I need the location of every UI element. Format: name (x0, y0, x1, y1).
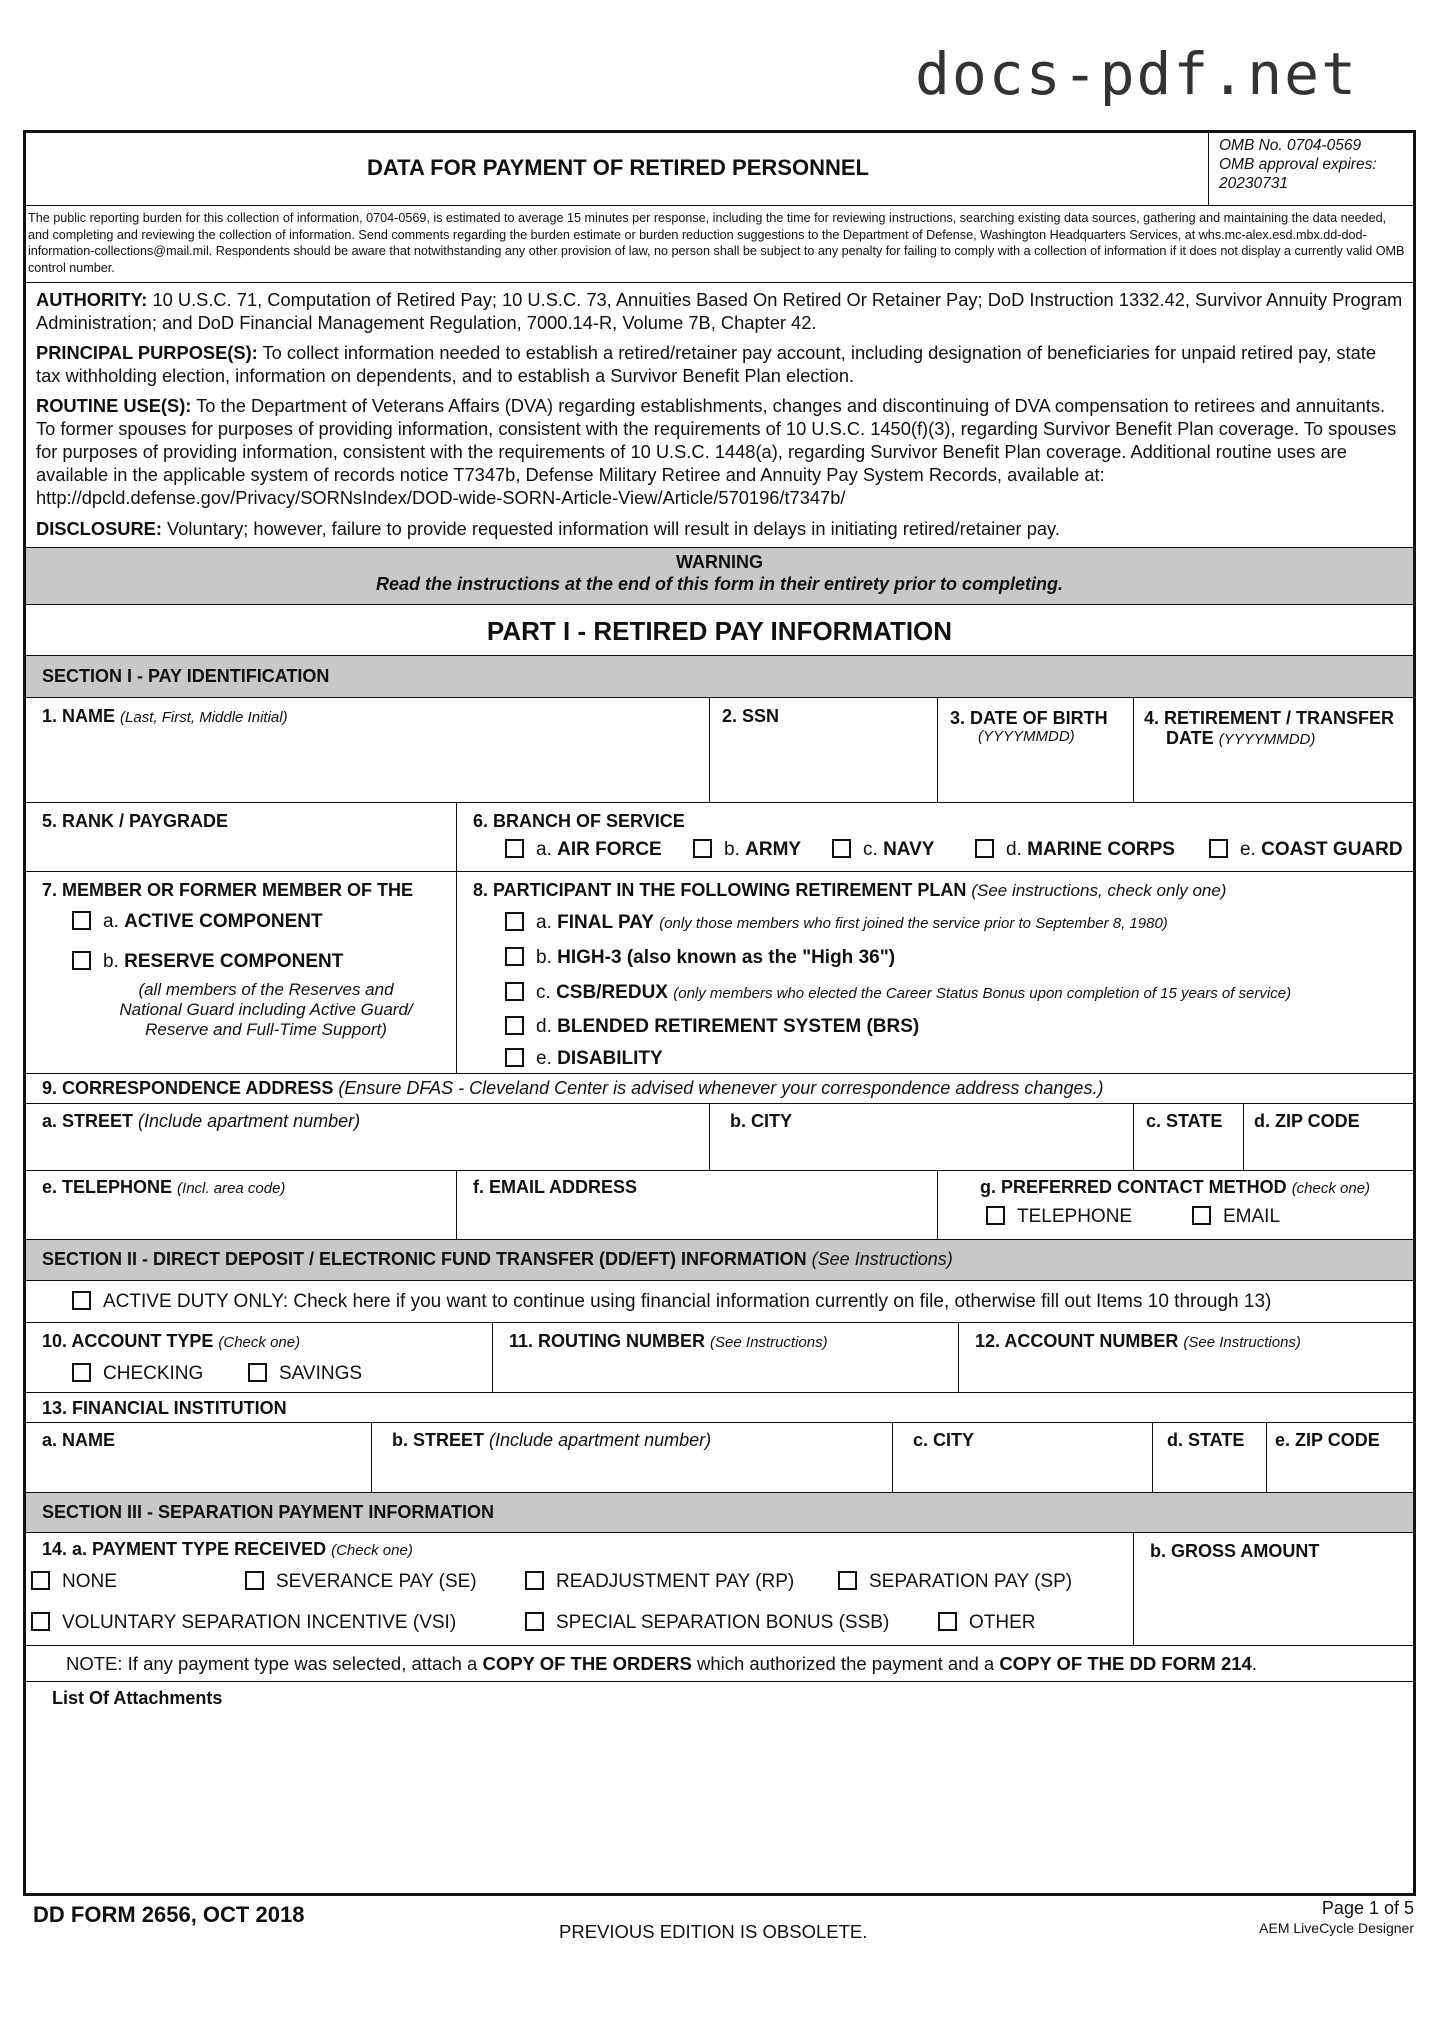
section-three-header (26, 1493, 1413, 1533)
plan-final-pay[interactable]: a. FINAL PAY (only those members who first joined the service prior to September 8, 1980) (505, 912, 1168, 934)
section-one-header (26, 656, 1413, 698)
ssn-label: 2. SSN (722, 706, 780, 726)
previous-edition-note: PREVIOUS EDITION IS OBSOLETE. (559, 1921, 868, 1942)
plan-label: 8. PARTICIPANT IN THE FOLLOWING RETIREMENT PLAN (See instructions, check only one) (473, 880, 1227, 900)
state-label: c. STATE (1146, 1111, 1223, 1131)
account-number-field[interactable] (958, 1323, 1413, 1392)
street-label: a. STREET (Include apartment number) (42, 1111, 361, 1131)
checkbox[interactable] (505, 947, 524, 966)
savings-option[interactable]: SAVINGS (248, 1363, 362, 1385)
checkbox[interactable] (505, 839, 524, 858)
plan-high-3[interactable]: b. HIGH-3 (also known as the "High 36") (505, 947, 895, 969)
checkbox[interactable] (31, 1571, 50, 1590)
burden-statement: The public reporting burden for this collection of information, 0704-0569, is estimated to average 15 minutes per response, including the time for reviewing instructions, searching existing data sources, gathering and maintaining the data needed, and completing and reviewing the collection of information. Send comments regarding the burden estimate or burden reduction suggestions to the Department of Defense, Washington Headquarters Services, at whs.mc-alex.esd.mbx.dd-dod-information-collections@mail.mil. Respondents should be aware that notwithstanding any other provision of law, no person shall be subject to any penalty for failing to comply with a collection of information if it does not display a currently valid OMB control number. (28, 211, 1405, 275)
dob-format: (YYYYMMDD) (978, 728, 1075, 745)
contact-method-label: g. PREFERRED CONTACT METHOD (check one) (980, 1177, 1371, 1197)
fi-name-label: a. NAME (42, 1430, 116, 1450)
disclosure: DISCLOSURE: Voluntary; however, failure to provide requested information will result in delays in initiating retired/retainer pay. (36, 518, 1060, 539)
routing-number-label: 11. ROUTING NUMBER (See Instructions) (509, 1331, 828, 1351)
financial-institution-label: 13. FINANCIAL INSTITUTION (42, 1398, 287, 1418)
branch-navy[interactable]: c. NAVY (832, 839, 934, 861)
financial-institution-row (26, 1423, 1413, 1493)
branch-label: 6. BRANCH OF SERVICE (473, 811, 685, 831)
fi-street-field[interactable] (371, 1423, 892, 1492)
email-field[interactable] (456, 1171, 937, 1239)
address-header-row (26, 1074, 1413, 1104)
plan-brs[interactable]: d. BLENDED RETIREMENT SYSTEM (BRS) (505, 1016, 919, 1038)
state-field[interactable] (1133, 1104, 1243, 1170)
active-duty-option[interactable]: ACTIVE DUTY ONLY: Check here if you want to continue using financial information currently on file, otherwise fill out Items 10 through 13) (72, 1291, 1271, 1313)
checking-option[interactable]: CHECKING (72, 1363, 203, 1385)
address-label: 9. CORRESPONDENCE ADDRESS (Ensure DFAS - Cleveland Center is advised whenever your correspondence address changes.) (42, 1078, 1104, 1098)
email-label: f. EMAIL ADDRESS (473, 1177, 638, 1197)
dd-form-2656 (23, 130, 1416, 1896)
section-one-title: SECTION I - PAY IDENTIFICATION (42, 666, 330, 686)
fi-zip-field[interactable] (1266, 1423, 1413, 1492)
checkbox[interactable] (975, 839, 994, 858)
payment-other-option[interactable]: OTHER (938, 1612, 1036, 1634)
checkbox[interactable] (505, 912, 524, 931)
contact-method-field (937, 1171, 1413, 1239)
name-label: 1. NAME (Last, First, Middle Initial) (42, 706, 288, 726)
phone-label: e. TELEPHONE (Incl. area code) (42, 1177, 286, 1197)
attachment-note-row (26, 1646, 1413, 1682)
part-one-title: PART I - RETIRED PAY INFORMATION (486, 616, 953, 646)
omb-expires: 20230731 (1219, 175, 1288, 192)
checkbox[interactable] (986, 1206, 1005, 1225)
city-label: b. CITY (730, 1111, 792, 1131)
page-number: Page 1 of 5 (1321, 1898, 1414, 1918)
payment-ssb-option[interactable]: SPECIAL SEPARATION BONUS (SSB) (525, 1612, 889, 1634)
fi-state-field[interactable] (1152, 1423, 1266, 1492)
routine-uses: ROUTINE USE(S): To the Department of Veterans Affairs (DVA) regarding establishments, changes and discontinuing of DVA compensation to retirees and annuitants. To former spouses for purposes of providing information, consistent with the requirements of 10 U.S.C. 1450(f)(3), regarding Survivor Benefit Plan coverage. To spouses for purposes of providing information, consistent with the requirements of 10 U.S.C. 1448(a), regarding Survivor Benefit Plan coverage. Additional routine uses are available in the applicable system of records notice T7347b, Defense Military Retiree and Annuity Pay System Records, available at: http://dpcld.defense.gov/Privacy/SORNsIndex/DOD-wide-SORN-Article-View/Article/570196/t7347b/ (36, 395, 1397, 508)
retirement-date-label-2: DATE (YYYYMMDD) (1166, 728, 1316, 748)
payment-severance-option[interactable]: SEVERANCE PAY (SE) (245, 1571, 477, 1593)
warning-box (26, 548, 1413, 605)
checkbox[interactable] (505, 1016, 524, 1035)
city-field[interactable] (709, 1104, 1133, 1170)
checkbox[interactable] (72, 911, 91, 930)
retirement-plan-field (456, 872, 1413, 1073)
branch-coast-guard[interactable]: e. COAST GUARD (1209, 839, 1403, 861)
fi-zip-label: e. ZIP CODE (1275, 1430, 1380, 1450)
checkbox[interactable] (693, 839, 712, 858)
financial-institution-header (26, 1393, 1413, 1423)
rank-label: 5. RANK / PAYGRADE (42, 811, 229, 831)
gross-amount-label: b. GROSS AMOUNT (1150, 1541, 1320, 1561)
payment-readjustment-option[interactable]: READJUSTMENT PAY (RP) (525, 1571, 794, 1593)
warning-title: WARNING (676, 552, 763, 572)
checkbox[interactable] (838, 1571, 857, 1590)
branch-marine-corps[interactable]: d. MARINE CORPS (975, 839, 1175, 861)
component-plan-row (26, 872, 1413, 1074)
burden-statement-box (26, 206, 1413, 283)
ssn-field[interactable] (709, 698, 937, 802)
member-label: 7. MEMBER OR FORMER MEMBER OF THE (42, 880, 414, 900)
omb-box (1208, 133, 1413, 205)
contact-email-option[interactable]: EMAIL (1192, 1206, 1280, 1228)
form-title: DATA FOR PAYMENT OF RETIRED PERSONNEL (367, 155, 869, 180)
identification-row (26, 698, 1413, 803)
warning-text: Read the instructions at the end of this form in their entirety prior to completing. (375, 574, 1064, 594)
checkbox[interactable] (72, 1363, 91, 1382)
authority: AUTHORITY: 10 U.S.C. 71, Computation of Retired Pay; 10 U.S.C. 73, Annuities Based On Retired Or Retainer Pay; DoD Instruction 1332.42, Survivor Annuity Program Administration; and DoD Financial Management Regulation, 7000.14-R, Volume 7B, Chapter 42. (36, 289, 1403, 333)
plan-csb-redux[interactable]: c. CSB/REDUX (only members who elected the Career Status Bonus upon completion of 15 years of service) (505, 982, 1291, 1004)
active-duty-row (26, 1281, 1413, 1323)
account-type-label: 10. ACCOUNT TYPE (Check one) (42, 1331, 301, 1351)
privacy-act-statement (26, 283, 1413, 548)
attachments-field[interactable] (26, 1682, 1413, 1893)
checkbox[interactable] (832, 839, 851, 858)
payment-type-row (26, 1533, 1413, 1646)
omb-number: OMB No. 0704-0569 (1219, 137, 1362, 154)
omb-expires-label: OMB approval expires: (1219, 156, 1377, 173)
dob-label: 3. DATE OF BIRTH (950, 708, 1108, 728)
checkbox[interactable] (72, 951, 91, 970)
payment-vsi-option[interactable]: VOLUNTARY SEPARATION INCENTIVE (VSI) (31, 1612, 456, 1634)
retirement-date-field[interactable] (1133, 698, 1413, 802)
fi-city-label: c. CITY (913, 1430, 975, 1450)
address-row (26, 1104, 1413, 1171)
rank-branch-row (26, 803, 1413, 872)
reserve-component-option[interactable]: b. RESERVE COMPONENT (72, 951, 343, 973)
checkbox[interactable] (245, 1571, 264, 1590)
fi-city-field[interactable] (892, 1423, 1152, 1492)
checkbox[interactable] (505, 982, 524, 1001)
checkbox[interactable] (505, 1048, 524, 1067)
payment-none-option[interactable]: NONE (31, 1571, 117, 1593)
section-three-title: SECTION III - SEPARATION PAYMENT INFORMATION (42, 1502, 495, 1522)
designer-note: AEM LiveCycle Designer (1259, 1920, 1414, 1936)
principal-purpose: PRINCIPAL PURPOSE(S): To collect information needed to establish a retired/retainer pay account, including designation of beneficiaries for unpaid retired pay, state tax withholding election, information on dependents, and to establish a Survivor Benefit Plan election. (36, 342, 1376, 386)
attachment-note: NOTE: If any payment type was selected, attach a COPY OF THE ORDERS which authorized the payment and a COPY OF THE DD FORM 214. (66, 1653, 1257, 1674)
contact-telephone-option[interactable]: TELEPHONE (986, 1206, 1132, 1228)
retirement-date-label: 4. RETIREMENT / TRANSFER (1144, 708, 1395, 728)
contact-row (26, 1171, 1413, 1240)
gross-amount-field[interactable] (1133, 1533, 1413, 1645)
checkbox[interactable] (938, 1612, 957, 1631)
plan-disability[interactable]: e. DISABILITY (505, 1048, 663, 1070)
checkbox[interactable] (72, 1291, 91, 1310)
branch-air-force[interactable]: a. AIR FORCE (505, 839, 662, 861)
branch-field (456, 803, 1413, 871)
account-number-label: 12. ACCOUNT NUMBER (See Instructions) (975, 1331, 1301, 1351)
active-component-option[interactable]: a. ACTIVE COMPONENT (72, 911, 323, 933)
part-one-header (26, 605, 1413, 656)
payment-separation-option[interactable]: SEPARATION PAY (SP) (838, 1571, 1072, 1593)
attachments-label: List Of Attachments (52, 1688, 223, 1708)
checkbox[interactable] (1192, 1206, 1211, 1225)
routing-number-field[interactable] (492, 1323, 958, 1392)
section-two-header (26, 1240, 1413, 1281)
reserve-note: (all members of the Reserves and National Guard including Active Guard/ Reserve and Full-Time Support) (119, 980, 413, 1039)
zip-field[interactable] (1243, 1104, 1413, 1170)
checkbox[interactable] (1209, 839, 1228, 858)
checkbox[interactable] (525, 1612, 544, 1631)
fi-street-label: b. STREET (Include apartment number) (392, 1430, 712, 1450)
watermark: docs-pdf.net (914, 40, 1358, 108)
zip-label: d. ZIP CODE (1254, 1111, 1360, 1131)
dob-field[interactable] (937, 698, 1133, 802)
section-two-title: SECTION II - DIRECT DEPOSIT / ELECTRONIC FUND TRANSFER (DD/EFT) INFORMATION (See Instructions) (42, 1249, 953, 1269)
fi-state-label: d. STATE (1167, 1430, 1245, 1450)
form-number: DD FORM 2656, OCT 2018 (33, 1902, 305, 1927)
checkbox[interactable] (31, 1612, 50, 1631)
branch-army[interactable]: b. ARMY (693, 839, 801, 861)
form-header (26, 133, 1413, 206)
checkbox[interactable] (248, 1363, 267, 1382)
payment-type-label: 14. a. PAYMENT TYPE RECEIVED (Check one) (42, 1539, 413, 1559)
checkbox[interactable] (525, 1571, 544, 1590)
account-row (26, 1323, 1413, 1393)
